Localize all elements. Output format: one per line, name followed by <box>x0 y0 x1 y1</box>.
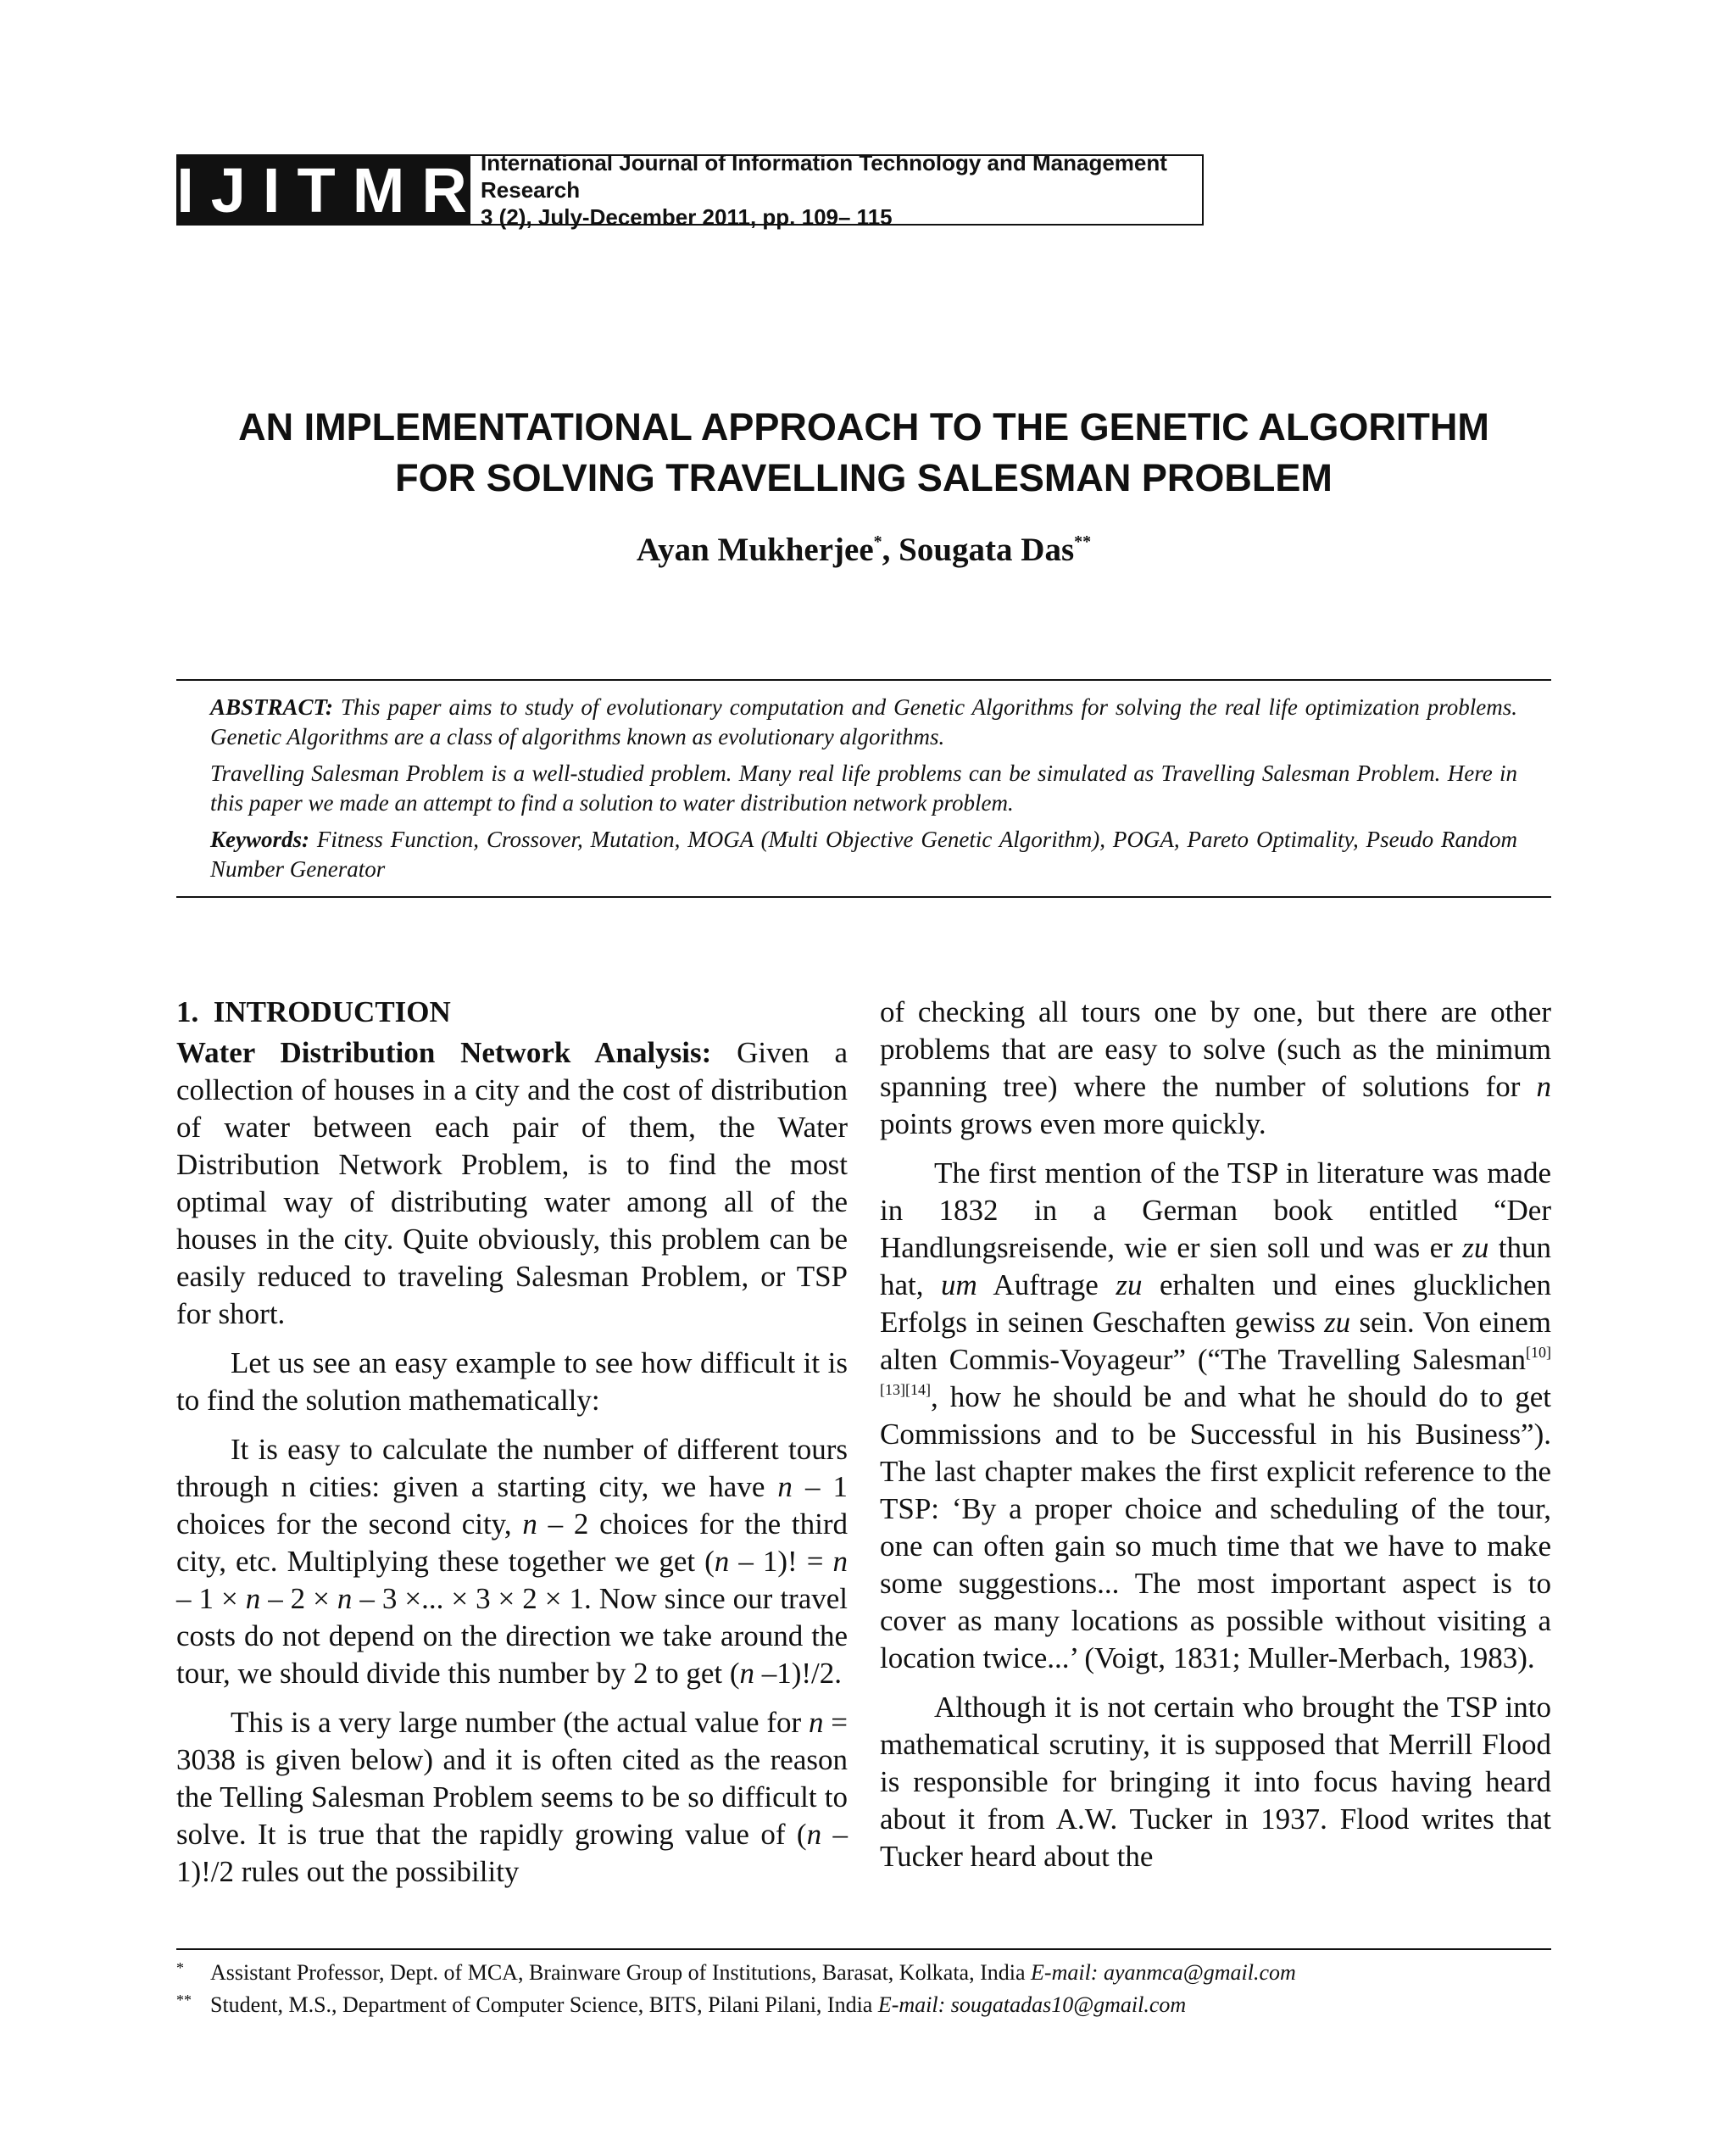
r1-b: points grows even more quickly. <box>880 1107 1266 1140</box>
author-2-mark: ** <box>1074 532 1092 551</box>
lead-in: Water Distribution Network Analysis: <box>176 1036 712 1069</box>
right-paragraph-2 <box>880 1155 1551 1677</box>
abstract-box <box>176 679 1551 898</box>
var-n: n <box>739 1657 754 1690</box>
r2-c: Auftrage <box>976 1268 1116 1301</box>
word-zu: zu <box>1324 1306 1351 1339</box>
intro-paragraph-4 <box>176 1704 848 1891</box>
r2-a: The first mention of the TSP in literature was made in 1832 in a German book entitled “Der Handlungsreisende, wie er sien soll und was er <box>880 1156 1551 1264</box>
journal-issue: 3 (2), July-December 2011, pp. 109– 115 <box>481 204 893 230</box>
var-n: n <box>808 1706 824 1739</box>
r1-a: of checking all tours one by one, but there are other problems that are easy to solve (such as the minimum spanning tree) where the number of solutions for <box>880 995 1551 1103</box>
right-column <box>880 994 1551 1887</box>
word-um: um <box>941 1268 977 1301</box>
author-2: Sougata Das <box>899 532 1075 568</box>
p3-e: – 1 × <box>176 1582 246 1615</box>
footnote-2-mark: ** <box>176 1992 192 2008</box>
journal-name: International Journal of Information Technology and Management Research <box>481 150 1167 203</box>
footnote-2-affiliation: Student, M.S., Department of Computer Science, BITS, Pilani Pilani, India <box>210 1992 878 2017</box>
author-1: Ayan Mukherjee <box>636 532 874 568</box>
intro-paragraph-3 <box>176 1431 848 1692</box>
authors <box>176 531 1551 569</box>
footnote-2-text <box>210 1989 1186 2021</box>
r2-d: erhalten und eines glucklichen Erfolgs in seinen Geschaften gewiss <box>880 1268 1551 1339</box>
p3-d: – 1)! = <box>729 1545 833 1578</box>
title-line-2: FOR SOLVING TRAVELLING SALESMAN PROBLEM <box>395 456 1333 499</box>
abstract-text-1: This paper aims to study of evolutionary computation and Genetic Algorithms for solving the real life optimization problems. Genetic Algorithms are a class of algorithms known as evolutionary algorithms. <box>210 694 1517 749</box>
keywords <box>210 825 1517 884</box>
word-zu: zu <box>1462 1231 1489 1264</box>
var-n: n <box>1536 1070 1551 1103</box>
p4-c: –1)!/2 rules out the possibility <box>176 1818 848 1888</box>
word-zu: zu <box>1116 1268 1143 1301</box>
var-n: n <box>806 1818 822 1851</box>
abstract-p1 <box>210 693 1517 752</box>
var-n: n <box>832 1545 848 1578</box>
footnote-2 <box>176 1989 1551 2021</box>
r2-f: , how he should be and what he should do to get Commissions and to be Successful in his Business”). The last chapter makes the first explicit reference to the TSP: ‘By a proper choice and scheduling of the tour, one can often gain so much time that we have to make some suggestions... The most important aspect is to cover as many locations as possible without visiting a location twice...’ (Voigt, 1831; Muller-Merbach, 1983). <box>880 1380 1551 1674</box>
footnote-1 <box>176 1957 1551 1989</box>
p4-a: This is a very large number (the actual value for <box>231 1706 809 1739</box>
var-n: n <box>777 1470 793 1503</box>
intro-paragraph-1 <box>176 1034 848 1333</box>
title-line-1: AN IMPLEMENTATIONAL APPROACH TO THE GENETIC ALGORITHM <box>238 405 1489 448</box>
abstract-label: ABSTRACT: <box>210 694 334 720</box>
right-paragraph-1 <box>880 994 1551 1143</box>
right-paragraph-3: Although it is not certain who brought the TSP into mathematical scrutiny, it is supposed that Merrill Flood is responsible for bringing it into focus having heard about it from A.W. Tucker in 1937. Flood writes that Tucker heard about the <box>880 1691 1551 1873</box>
abstract-p2: Travelling Salesman Problem is a well-studied problem. Many real life problems can be simulated as Travelling Salesman Problem. Here in this paper we made an attempt to find a solution to water distribution network problem. <box>210 760 1517 816</box>
footnote-1-mark: * <box>176 1959 184 1976</box>
p3-c: – 2 choices for the third city, etc. Multiplying these together we get ( <box>176 1507 849 1578</box>
footnote-2-email: E-mail: sougatadas10@gmail.com <box>877 1992 1187 2017</box>
intro-p1-text: Given a collection of houses in a city and the cost of distribution of water between each pair of them, the Water Distribution Network Problem, is to find the most optimal way of distributing water among all of the houses in the city. Quite obviously, this problem can be easily reduced to traveling Salesman Problem, or TSP for short. <box>176 1036 848 1330</box>
left-column <box>176 994 848 1903</box>
footnote-1-text <box>210 1957 1296 1989</box>
var-n: n <box>714 1545 730 1578</box>
p3-a: It is easy to calculate the number of different tours through n cities: given a starting city, we have <box>176 1433 848 1503</box>
r2-e: sein. Von einem alten Commis-Voyageur” (“The Travelling Salesman <box>880 1306 1551 1376</box>
r2-b: thun hat, <box>880 1231 1551 1301</box>
p4-b: = 3038 is given below) and it is often cited as the reason the Telling Salesman Problem seems to be so difficult to solve. It is true that the rapidly growing value of ( <box>176 1706 848 1851</box>
p3-b: – 1 choices for the second city, <box>176 1470 848 1540</box>
section-heading: 1. INTRODUCTION <box>176 995 451 1028</box>
p3-f: – 2 × <box>260 1582 337 1615</box>
var-n: n <box>522 1507 537 1540</box>
author-separator: , <box>882 532 899 568</box>
journal-masthead <box>176 150 1204 230</box>
footnote-1-email: E-mail: ayanmca@gmail.com <box>1031 1960 1296 1985</box>
footnote-1-affiliation: Assistant Professor, Dept. of MCA, Brainware Group of Institutions, Barasat, Kolkata, India <box>210 1960 1032 1985</box>
keywords-label: Keywords: <box>210 827 309 852</box>
intro-paragraph-2: Let us see an easy example to see how difficult it is to find the solution mathematically: <box>176 1346 848 1417</box>
var-n: n <box>245 1582 261 1615</box>
journal-info <box>470 150 1202 230</box>
p3-h: –1)!/2. <box>754 1657 843 1690</box>
author-1-mark: * <box>873 532 882 551</box>
paper-title <box>176 402 1551 504</box>
var-n: n <box>337 1582 353 1615</box>
p3-g: – 3 ×... × 3 × 2 × 1. Now since our travel costs do not depend on the direction we take around the tour, we should divide this number by 2 to get ( <box>176 1582 848 1690</box>
keywords-text: Fitness Function, Crossover, Mutation, MOGA (Multi Objective Genetic Algorithm), POGA, Pareto Optimality, Pseudo Random Number Generator <box>210 827 1517 882</box>
footnotes <box>176 1948 1551 2021</box>
journal-logo: IJITMR <box>176 154 484 226</box>
citation-refs: [10][13][14] <box>880 1344 1551 1398</box>
